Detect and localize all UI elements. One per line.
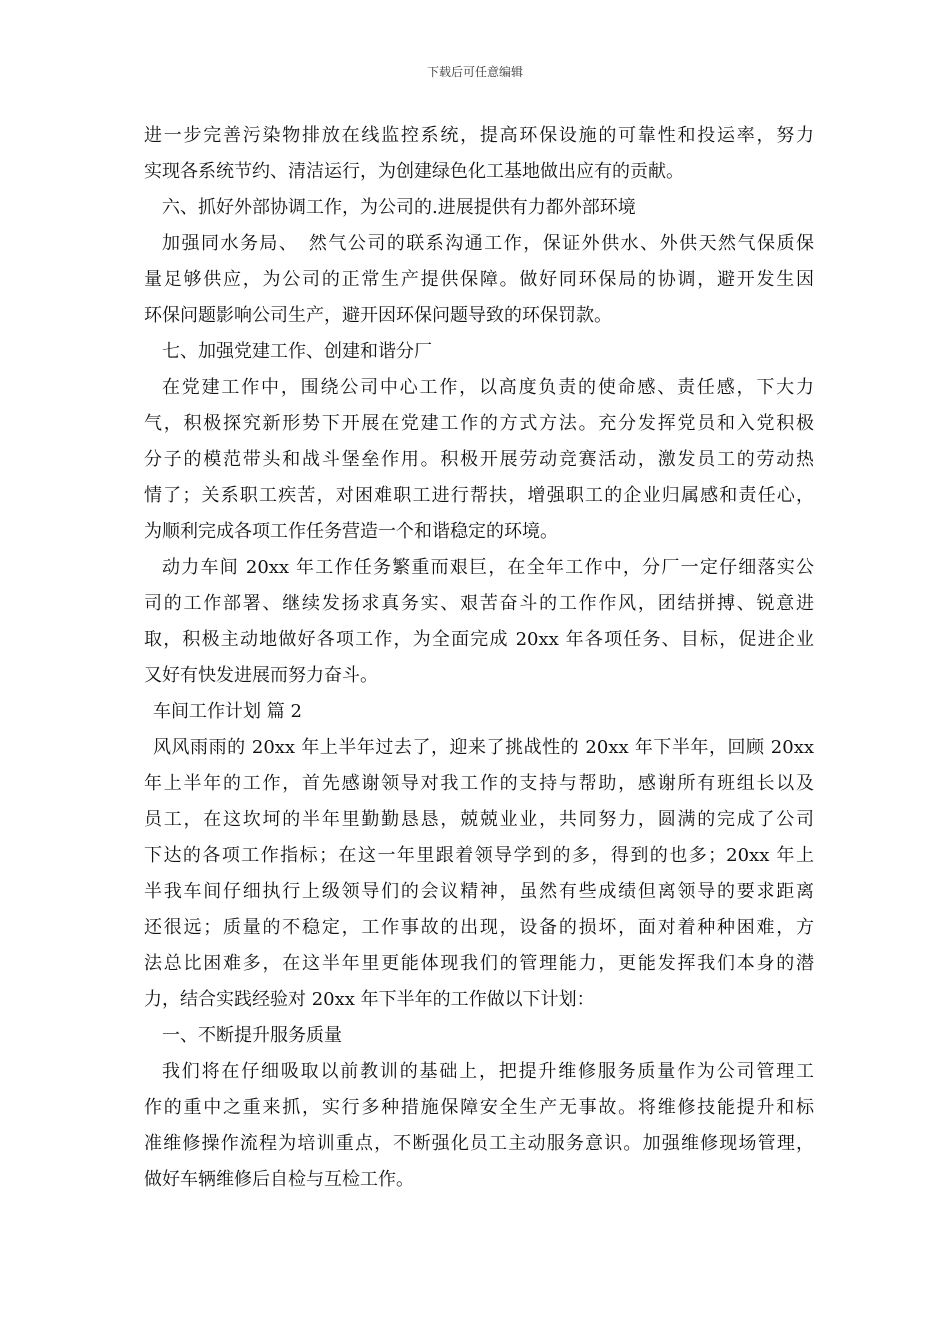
text-line: 法总比困难多，在这半年里更能体现我们的管理能力，更能发挥我们本身的潜 — [144, 953, 814, 974]
text-line: 量足够供应，为公司的正常生产提供保障。做好同环保局的协调，避开发生因 — [144, 269, 814, 290]
text-line: 在党建工作中，围绕公司中心工作，以高度负责的使命感、责任感，下大力 — [162, 377, 814, 398]
text-line: 作的重中之重来抓，实行多种措施保障安全生产无事故。将维修技能提升和标 — [144, 1097, 814, 1118]
text-line: 还很远；质量的不稳定，工作事故的出现，设备的损坏，面对着种种困难，方 — [144, 917, 814, 938]
text-line: 情了；关系职工疾苦，对困难职工进行帮扶，增强职工的企业归属感和责任心， — [144, 485, 814, 506]
text-line: 一、不断提升服务质量 — [162, 1025, 342, 1046]
text-line: 为顺利完成各项工作任务营造一个和谐稳定的环境。 — [144, 521, 558, 542]
text-line: 动力车间 20xx 年工作任务繁重而艰巨，在全年工作中，分厂一定仔细落实公 — [162, 557, 814, 578]
text-line: 员工，在这坎坷的半年里勤勤恳恳，兢兢业业，共同努力，圆满的完成了公司 — [144, 809, 814, 830]
text-line: 取，积极主动地做好各项工作，为全面完成 20xx 年各项任务、目标，促进企业 — [144, 629, 814, 650]
text-line: 我们将在仔细吸取以前教训的基础上，把提升维修服务质量作为公司管理工 — [162, 1061, 814, 1082]
text-line: 分子的模范带头和战斗堡垒作用。积极开展劳动竞赛活动，激发员工的劳动热 — [144, 449, 814, 470]
text-line: 加强同水务局、 然气公司的联系沟通工作，保证外供水、外供天然气保质保 — [162, 233, 814, 254]
text-line: 又好有快发进展而努力奋斗。 — [144, 665, 378, 686]
text-line: 力，结合实践经验对 20xx 年下半年的工作做以下计划： — [144, 989, 595, 1010]
text-line: 准维修操作流程为培训重点，不断强化员工主动服务意识。加强维修现场管理， — [144, 1133, 814, 1154]
text-line: 环保问题影响公司生产，避开因环保问题导致的环保罚款。 — [144, 305, 612, 326]
text-line: 七、加强党建工作、创建和谐分厂 — [162, 341, 432, 362]
text-line: 车间工作计划 篇 2 — [153, 701, 302, 722]
text-line: 六、抓好外部协调工作，为公司的.进展提供有力都外部环境 — [162, 197, 636, 218]
text-line: 下达的各项工作指标；在这一年里跟着领导学到的多，得到的也多；20xx 年上 — [144, 845, 814, 866]
page-header: 下载后可任意编辑 — [426, 65, 523, 79]
text-line: 进一步完善污染物排放在线监控系统，提高环保设施的可靠性和投运率，努力 — [144, 125, 814, 146]
text-line: 半我车间仔细执行上级领导们的会议精神，虽然有些成绩但离领导的要求距离 — [144, 881, 814, 902]
text-line: 年上半年的工作，首先感谢领导对我工作的支持与帮助，感谢所有班组长以及 — [144, 773, 814, 794]
text-line: 司的工作部署、继续发扬求真务实、艰苦奋斗的工作作风，团结拼搏、锐意进 — [144, 593, 814, 614]
text-line: 做好车辆维修后自检与互检工作。 — [144, 1169, 414, 1190]
text-line: 风风雨雨的 20xx 年上半年过去了，迎来了挑战性的 20xx 年下半年，回顾 20xx — [153, 737, 814, 758]
text-line: 实现各系统节约、清洁运行，为创建绿色化工基地做出应有的贡献。 — [144, 161, 684, 182]
document-body — [144, 118, 814, 1198]
text-line: 气，积极探究新形势下开展在党建工作的方式方法。充分发挥党员和入党积极 — [144, 413, 814, 434]
